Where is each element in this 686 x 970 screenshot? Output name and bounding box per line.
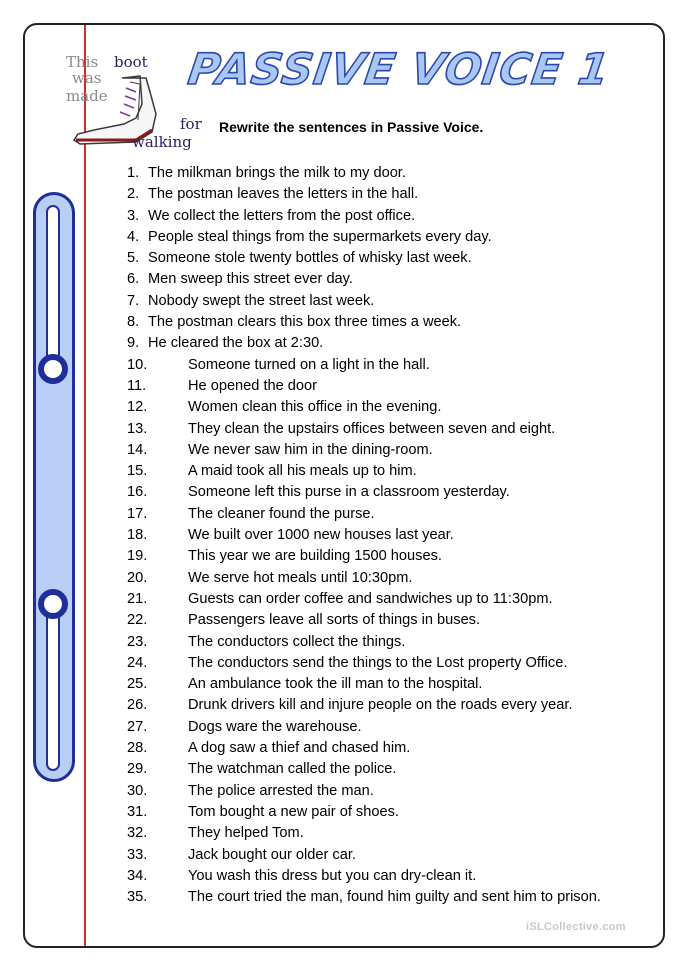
item-number: 1. xyxy=(127,165,140,181)
item-sentence: The cleaner found the purse. xyxy=(188,505,375,522)
item-number: 7. xyxy=(127,292,140,309)
binder-slot-bottom xyxy=(46,603,60,771)
binder-ring-top xyxy=(38,354,68,384)
item-sentence: We serve hot meals until 10:30pm. xyxy=(188,569,413,586)
binder-slot-top xyxy=(46,205,60,370)
item-number: 15. xyxy=(127,463,148,480)
item-number: 25. xyxy=(127,676,148,693)
item-number: 17. xyxy=(127,505,148,522)
item-number: 9. xyxy=(127,335,140,352)
item-sentence: We built over 1000 new houses last year. xyxy=(188,527,454,544)
item-sentence: The conductors send the things to the Lost property Office. xyxy=(188,654,568,671)
item-number: 12. xyxy=(127,399,148,416)
margin-line xyxy=(84,25,86,946)
item-number: 23. xyxy=(127,633,148,650)
item-number: 6. xyxy=(127,271,140,288)
item-sentence: Tom bought a new pair of shoes. xyxy=(188,803,399,820)
item-number: 34. xyxy=(127,867,148,884)
item-sentence: We never saw him in the dining-room. xyxy=(188,441,433,458)
item-sentence: Nobody swept the street last week. xyxy=(148,292,375,309)
item-number: 24. xyxy=(127,654,148,671)
item-sentence: Drunk drivers kill and injure people on the roads every year. xyxy=(188,697,573,714)
item-number: 35. xyxy=(127,889,148,906)
page-title: PASSIVE VOICE 1 xyxy=(185,45,613,95)
item-number: 2. xyxy=(127,186,140,203)
watermark: iSLCollective.com xyxy=(526,921,626,933)
item-sentence: Men sweep this street ever day. xyxy=(148,271,353,288)
item-sentence: The postman clears this box three times a week. xyxy=(148,314,462,331)
item-number: 14. xyxy=(127,441,148,458)
item-sentence: They clean the upstairs offices between seven and eight. xyxy=(188,420,556,437)
item-sentence: The conductors collect the things. xyxy=(188,633,406,650)
item-sentence: The watchman called the police. xyxy=(188,761,397,778)
item-number: 10. xyxy=(127,356,148,373)
item-number: 19. xyxy=(127,548,148,565)
item-number: 30. xyxy=(127,782,148,799)
binder-ring-bottom xyxy=(38,589,68,619)
binder-strip xyxy=(33,192,75,782)
item-number: 26. xyxy=(127,697,148,714)
item-sentence: Passengers leave all sorts of things in buses. xyxy=(188,612,481,629)
item-number: 28. xyxy=(127,740,148,757)
item-number: 31. xyxy=(127,803,148,820)
item-sentence: A maid took all his meals up to him. xyxy=(188,463,417,480)
item-number: 18. xyxy=(127,527,148,544)
item-sentence: Jack bought our older car. xyxy=(188,846,356,863)
logo-word-for: for xyxy=(180,115,202,133)
item-number: 20. xyxy=(127,569,148,586)
item-number: 21. xyxy=(127,590,148,607)
item-sentence: You wash this dress but you can dry-clean it. xyxy=(188,867,477,884)
instruction-text: Rewrite the sentences in Passive Voice. xyxy=(219,119,484,135)
item-number: 32. xyxy=(127,825,148,842)
item-sentence: Dogs ware the warehouse. xyxy=(188,718,362,735)
item-sentence: Someone left this purse in a classroom yesterday. xyxy=(188,484,510,501)
item-sentence: The postman leaves the letters in the hall. xyxy=(148,186,419,203)
item-sentence: We collect the letters from the post office. xyxy=(148,207,416,224)
item-number: 13. xyxy=(127,420,148,437)
logo-word-was: was xyxy=(72,69,102,87)
item-sentence: The police arrested the man. xyxy=(188,782,374,799)
item-sentence: Someone stole twenty bottles of whisky last week. xyxy=(148,250,472,267)
logo-word-this: This xyxy=(66,53,99,71)
item-number: 33. xyxy=(127,846,148,863)
item-sentence: People steal things from the supermarkets every day. xyxy=(148,228,492,245)
item-number: 5. xyxy=(127,250,140,267)
item-sentence: A dog saw a thief and chased him. xyxy=(188,740,411,757)
item-sentence: The court tried the man, found him guilty and sent him to prison. xyxy=(188,889,601,906)
logo-word-walking: walking xyxy=(132,133,192,151)
item-number: 11. xyxy=(127,377,147,394)
item-sentence: They helped Tom. xyxy=(188,825,304,842)
item-sentence: An ambulance took the ill man to the hospital. xyxy=(188,676,483,693)
item-sentence: This year we are building 1500 houses. xyxy=(188,548,442,565)
item-number: 27. xyxy=(127,718,148,735)
item-sentence: He opened the door xyxy=(188,377,318,394)
item-sentence: He cleared the box at 2:30. xyxy=(148,335,324,352)
item-number: 22. xyxy=(127,612,148,629)
logo-word-made: made xyxy=(66,87,108,105)
item-sentence: Women clean this office in the evening. xyxy=(188,399,442,416)
item-sentence: Someone turned on a light in the hall. xyxy=(188,356,430,373)
item-number: 4. xyxy=(127,228,140,245)
logo-word-boot: boot xyxy=(114,53,148,71)
item-number: 29. xyxy=(127,761,148,778)
item-sentence: The milkman brings the milk to my door. xyxy=(148,165,406,181)
item-number: 3. xyxy=(127,207,140,224)
item-sentence: Guests can order coffee and sandwiches up to 11:30pm. xyxy=(188,590,553,607)
item-number: 16. xyxy=(127,484,148,501)
item-number: 8. xyxy=(127,314,140,331)
